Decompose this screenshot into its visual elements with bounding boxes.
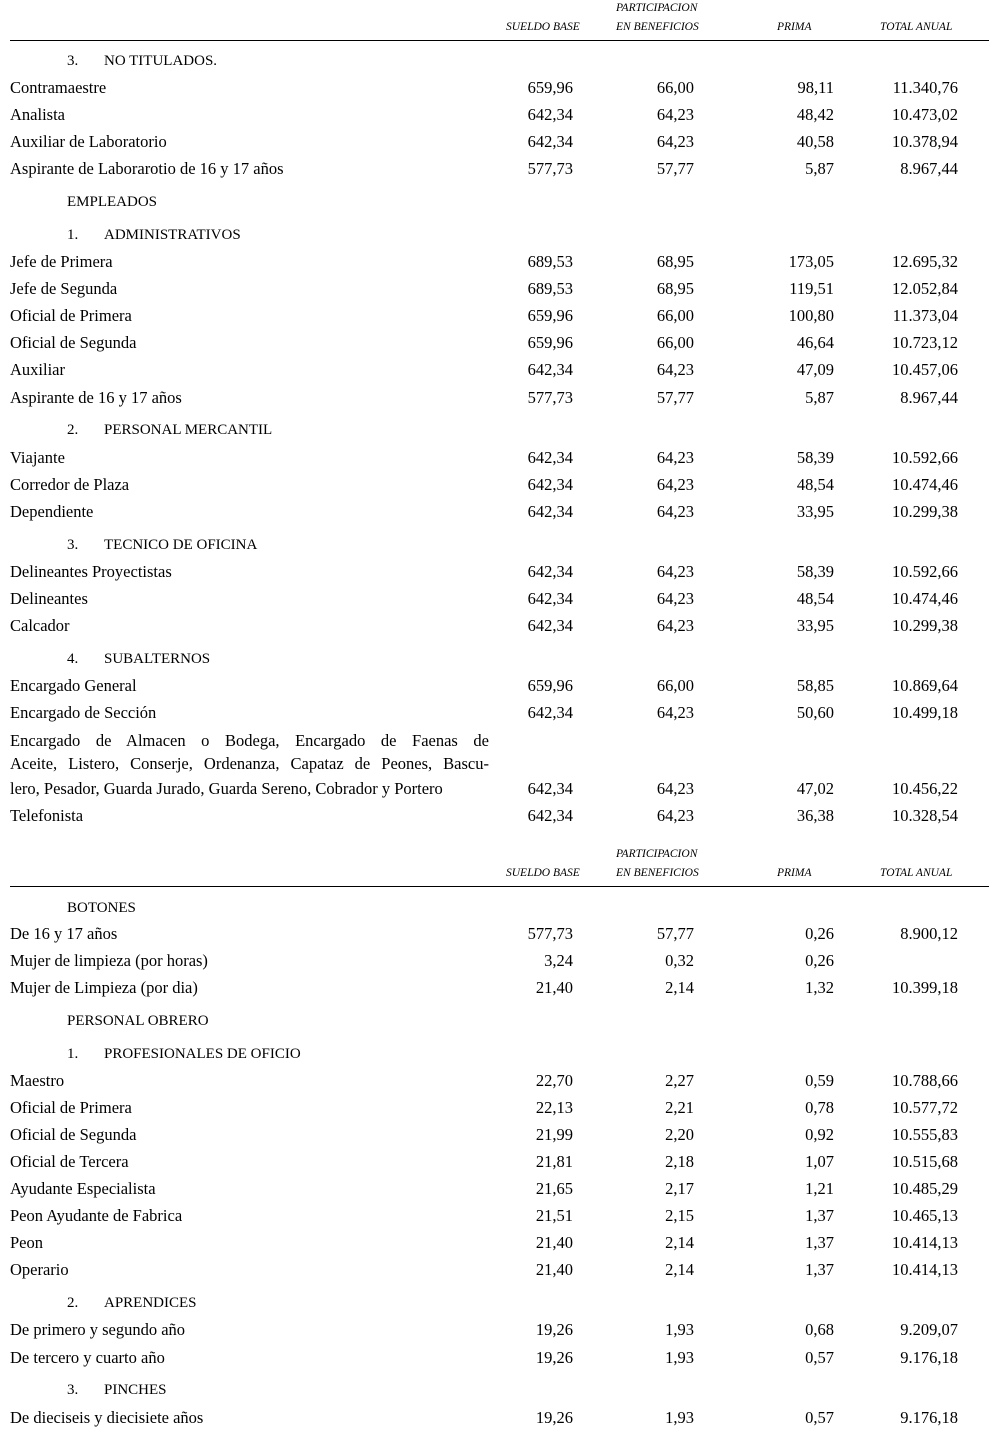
row-label: Oficial de Primera: [10, 306, 132, 325]
sueldo-base-value: 3,24: [544, 951, 573, 970]
table-row: [10, 130, 989, 154]
section-title: TECNICO DE OFICINA: [104, 537, 258, 553]
row-label: Calcador: [10, 616, 70, 635]
participacion-value: 64,23: [656, 779, 694, 798]
table-row: [10, 1150, 989, 1174]
participacion-value: 64,23: [656, 562, 694, 581]
total-anual-value: 8.900,12: [900, 924, 958, 943]
sueldo-base-value: 21,40: [535, 1233, 573, 1252]
prima-value: 1,21: [805, 1179, 834, 1198]
table-row: [10, 446, 989, 470]
total-anual-value: 12.695,32: [892, 252, 958, 271]
participacion-value: 64,23: [656, 806, 694, 825]
table-row: [10, 949, 989, 973]
participacion-value: 64,23: [656, 360, 694, 379]
participacion-value: 0,32: [665, 951, 694, 970]
row-label: Encargado General: [10, 676, 137, 695]
participacion-value: 64,23: [656, 132, 694, 151]
total-anual-value: 11.340,76: [892, 78, 958, 97]
participacion-value: 64,23: [656, 475, 694, 494]
section-number: 1.: [67, 1046, 79, 1062]
section-number: 3.: [67, 53, 79, 69]
table-row: [10, 76, 989, 100]
sueldo-base-value: 642,34: [527, 562, 573, 581]
total-anual-value: 10.299,38: [892, 616, 958, 635]
total-anual-value: 10.414,13: [892, 1233, 958, 1252]
prima-value: 0,57: [805, 1348, 834, 1367]
header-total-anual: TOTAL ANUAL: [880, 867, 953, 879]
prima-value: 47,09: [796, 360, 834, 379]
section-title: BOTONES: [67, 900, 136, 916]
sueldo-base-value: 21,51: [535, 1206, 573, 1225]
total-anual-value: 10.399,18: [892, 978, 958, 997]
participacion-value: 68,95: [656, 279, 694, 298]
participacion-value: 2,17: [665, 1179, 694, 1198]
prima-value: 1,37: [805, 1260, 834, 1279]
table-row: [10, 1069, 989, 1093]
row-label: De tercero y cuarto año: [10, 1348, 165, 1367]
prima-value: 100,80: [788, 306, 834, 325]
prima-value: 48,42: [796, 105, 834, 124]
table-row: [10, 1096, 989, 1120]
table-row: [10, 587, 989, 611]
sueldo-base-value: 19,26: [535, 1348, 573, 1367]
total-anual-value: 10.473,02: [892, 105, 958, 124]
section-title: NO TITULADOS.: [104, 53, 218, 69]
prima-value: 1,32: [805, 978, 834, 997]
participacion-value: 2,15: [665, 1206, 694, 1225]
participacion-value: 1,93: [665, 1408, 694, 1427]
total-anual-value: 10.485,29: [892, 1179, 958, 1198]
table-row: [10, 701, 989, 725]
total-anual-value: 11.373,04: [892, 306, 958, 325]
total-anual-value: 9.176,18: [900, 1348, 958, 1367]
participacion-value: 57,77: [656, 924, 694, 943]
row-label: Analista: [10, 105, 65, 124]
sueldo-base-value: 642,34: [527, 779, 573, 798]
prima-value: 46,64: [796, 333, 834, 352]
participacion-value: 57,77: [656, 159, 694, 178]
total-anual-value: 10.788,66: [892, 1071, 958, 1090]
prima-value: 1,37: [805, 1206, 834, 1225]
prima-value: 0,68: [805, 1320, 834, 1339]
sueldo-base-value: 659,96: [527, 78, 573, 97]
section-title: SUBALTERNOS: [104, 651, 211, 667]
header-sueldo-base: SUELDO BASE: [506, 21, 580, 33]
header-participacion: PARTICIPACION: [616, 848, 698, 860]
total-anual-value: 10.457,06: [892, 360, 958, 379]
table-row: [10, 157, 989, 181]
section-number: 2.: [67, 1295, 79, 1311]
participacion-value: 66,00: [656, 78, 694, 97]
header-total-anual: TOTAL ANUAL: [880, 21, 953, 33]
sueldo-base-value: 19,26: [535, 1320, 573, 1339]
prima-value: 58,85: [796, 676, 834, 695]
row-label: Encargado de Sección: [10, 703, 157, 722]
participacion-value: 2,27: [665, 1071, 694, 1090]
label-line: Aceite, Listero, Conserje, Ordenanza, Capataz de Peones, Bascu-: [10, 754, 489, 773]
total-anual-value: 10.555,83: [892, 1125, 958, 1144]
prima-value: 1,37: [805, 1233, 834, 1252]
participacion-value: 64,23: [656, 448, 694, 467]
row-label: Mujer de Limpieza (por dia): [10, 978, 198, 997]
participacion-value: 2,20: [665, 1125, 694, 1144]
sueldo-base-value: 22,70: [535, 1071, 573, 1090]
sueldo-base-value: 642,34: [527, 448, 573, 467]
section-title: ADMINISTRATIVOS: [104, 227, 241, 243]
table-row: [10, 473, 989, 497]
table-row: [10, 1406, 989, 1430]
row-label: Jefe de Segunda: [10, 279, 118, 298]
participacion-value: 66,00: [656, 333, 694, 352]
sueldo-base-value: 21,65: [535, 1179, 573, 1198]
section-title: PERSONAL OBRERO: [67, 1013, 209, 1029]
row-label: Auxiliar: [10, 360, 65, 379]
prima-value: 5,87: [805, 159, 834, 178]
total-anual-value: 10.378,94: [892, 132, 958, 151]
section-number: 3.: [67, 537, 79, 553]
sueldo-base-value: 21,40: [535, 978, 573, 997]
section-title: PROFESIONALES DE OFICIO: [104, 1046, 301, 1062]
prima-value: 173,05: [788, 252, 834, 271]
table-row: [10, 976, 989, 1000]
row-label: De dieciseis y diecisiete años: [10, 1408, 204, 1427]
section-number: 2.: [67, 422, 79, 438]
prima-value: 48,54: [796, 475, 834, 494]
sueldo-base-value: 577,73: [527, 159, 573, 178]
row-label: Mujer de limpieza (por horas): [10, 951, 208, 970]
prima-value: 58,39: [796, 448, 834, 467]
table-row: [10, 1177, 989, 1201]
participacion-value: 2,21: [665, 1098, 694, 1117]
section-title: APRENDICES: [104, 1295, 197, 1311]
total-anual-value: 10.474,46: [892, 589, 958, 608]
table-row: [10, 922, 989, 946]
participacion-value: 66,00: [656, 306, 694, 325]
sueldo-base-value: 19,26: [535, 1408, 573, 1427]
participacion-value: 1,93: [665, 1320, 694, 1339]
total-anual-value: 10.328,54: [892, 806, 958, 825]
table-row: [10, 1204, 989, 1228]
prima-value: 0,59: [805, 1071, 834, 1090]
table-row: [10, 1318, 989, 1342]
prima-value: 0,78: [805, 1098, 834, 1117]
section-number: 3.: [67, 1382, 79, 1398]
row-label: Jefe de Primera: [10, 252, 113, 271]
participacion-value: 64,23: [656, 589, 694, 608]
column-header-second: [10, 846, 989, 887]
prima-value: 0,92: [805, 1125, 834, 1144]
sueldo-base-value: 689,53: [527, 279, 573, 298]
total-anual-value: 10.474,46: [892, 475, 958, 494]
row-label: Auxiliar de Laboratorio: [10, 132, 167, 151]
sueldo-base-value: 642,34: [527, 360, 573, 379]
total-anual-value: 8.967,44: [900, 388, 958, 407]
participacion-value: 2,14: [665, 1233, 694, 1252]
header-prima: PRIMA: [777, 867, 812, 879]
header-sueldo-base: SUELDO BASE: [506, 867, 580, 879]
sueldo-base-value: 21,81: [535, 1152, 573, 1171]
sueldo-base-value: 659,96: [527, 333, 573, 352]
row-label: Telefonista: [10, 806, 84, 825]
table-row: [10, 614, 989, 638]
participacion-value: 2,14: [665, 978, 694, 997]
total-anual-value: 10.869,64: [892, 676, 958, 695]
total-anual-value: 10.299,38: [892, 502, 958, 521]
sueldo-base-value: 642,34: [527, 589, 573, 608]
prima-value: 5,87: [805, 388, 834, 407]
sueldo-base-value: 642,34: [527, 105, 573, 124]
table-row: [10, 103, 989, 127]
prima-value: 48,54: [796, 589, 834, 608]
total-anual-value: 12.052,84: [892, 279, 958, 298]
section-title: EMPLEADOS: [67, 194, 158, 210]
prima-value: 0,26: [805, 951, 834, 970]
row-label: lero, Pesador, Guarda Jurado, Guarda Sereno, Cobrador y Portero: [10, 779, 443, 798]
section-title: PERSONAL MERCANTIL: [104, 422, 273, 438]
total-anual-value: 10.515,68: [892, 1152, 958, 1171]
label-line: Encargado de Almacen o Bodega, Encargado de Faenas de: [10, 731, 489, 750]
prima-value: 98,11: [797, 78, 834, 97]
sueldo-base-value: 577,73: [527, 388, 573, 407]
row-label: De primero y segundo año: [10, 1320, 186, 1339]
row-label-continued: [10, 729, 489, 775]
row-label: Oficial de Primera: [10, 1098, 132, 1117]
prima-value: 1,07: [805, 1152, 834, 1171]
table-row: [10, 277, 989, 301]
prima-value: 40,58: [796, 132, 834, 151]
header-beneficios: EN BENEFICIOS: [616, 21, 699, 33]
sueldo-base-value: 642,34: [527, 475, 573, 494]
participacion-value: 64,23: [656, 502, 694, 521]
column-header-top: [10, 0, 989, 41]
sueldo-base-value: 659,96: [527, 306, 573, 325]
prima-value: 0,57: [805, 1408, 834, 1427]
section-number: 1.: [67, 227, 79, 243]
sueldo-base-value: 642,34: [527, 806, 573, 825]
total-anual-value: 10.592,66: [892, 448, 958, 467]
row-label: Oficial de Tercera: [10, 1152, 129, 1171]
prima-value: 47,02: [796, 779, 834, 798]
table-row: [10, 1231, 989, 1255]
sueldo-base-value: 659,96: [527, 676, 573, 695]
sueldo-base-value: 21,99: [535, 1125, 573, 1144]
prima-value: 58,39: [796, 562, 834, 581]
total-anual-value: 9.176,18: [900, 1408, 958, 1427]
row-label: Contramaestre: [10, 78, 107, 97]
row-label: Maestro: [10, 1071, 65, 1090]
participacion-value: 1,93: [665, 1348, 694, 1367]
row-label: Delineantes: [10, 589, 88, 608]
row-label: Ayudante Especialista: [10, 1179, 156, 1198]
participacion-value: 2,14: [665, 1260, 694, 1279]
participacion-value: 2,18: [665, 1152, 694, 1171]
prima-value: 36,38: [796, 806, 834, 825]
prima-value: 33,95: [796, 502, 834, 521]
sueldo-base-value: 689,53: [527, 252, 573, 271]
prima-value: 119,51: [789, 279, 834, 298]
table-row: [10, 777, 989, 801]
participacion-value: 57,77: [656, 388, 694, 407]
total-anual-value: 10.465,13: [892, 1206, 958, 1225]
row-label: Oficial de Segunda: [10, 1125, 137, 1144]
row-label: Peon: [10, 1233, 43, 1252]
table-row: [10, 560, 989, 584]
table-row: [10, 804, 989, 828]
table-row: [10, 1123, 989, 1147]
row-label: Aspirante de 16 y 17 años: [10, 388, 182, 407]
row-label: De 16 y 17 años: [10, 924, 118, 943]
sueldo-base-value: 642,34: [527, 132, 573, 151]
sueldo-base-value: 642,34: [527, 502, 573, 521]
row-label: Corredor de Plaza: [10, 475, 130, 494]
row-label: Viajante: [10, 448, 65, 467]
sueldo-base-value: 22,13: [535, 1098, 573, 1117]
sueldo-base-value: 577,73: [527, 924, 573, 943]
participacion-value: 64,23: [656, 703, 694, 722]
table-row: [10, 304, 989, 328]
row-label: Dependiente: [10, 502, 94, 521]
table-row: [10, 500, 989, 524]
table-row: [10, 1346, 989, 1370]
table-row: [10, 674, 989, 698]
header-participacion: PARTICIPACION: [616, 2, 698, 14]
total-anual-value: 10.592,66: [892, 562, 958, 581]
sueldo-base-value: 642,34: [527, 616, 573, 635]
section-title: PINCHES: [104, 1382, 167, 1398]
total-anual-value: 10.723,12: [892, 333, 958, 352]
sueldo-base-value: 21,40: [535, 1260, 573, 1279]
participacion-value: 68,95: [656, 252, 694, 271]
row-label: Operario: [10, 1260, 69, 1279]
total-anual-value: 10.499,18: [892, 703, 958, 722]
prima-value: 33,95: [796, 616, 834, 635]
section-number: 4.: [67, 651, 79, 667]
prima-value: 0,26: [805, 924, 834, 943]
participacion-value: 66,00: [656, 676, 694, 695]
row-label: Aspirante de Laborarotio de 16 y 17 años: [10, 159, 284, 178]
table-row: [10, 250, 989, 274]
sueldo-base-value: 642,34: [527, 703, 573, 722]
total-anual-value: 10.577,72: [892, 1098, 958, 1117]
row-label: Delineantes Proyectistas: [10, 562, 172, 581]
table-row: [10, 1258, 989, 1282]
row-label: Oficial de Segunda: [10, 333, 137, 352]
total-anual-value: 10.456,22: [892, 779, 958, 798]
prima-value: 50,60: [796, 703, 834, 722]
participacion-value: 64,23: [656, 105, 694, 124]
total-anual-value: 8.967,44: [900, 159, 958, 178]
row-label: Peon Ayudante de Fabrica: [10, 1206, 183, 1225]
table-row: [10, 358, 989, 382]
table-row: [10, 331, 989, 355]
total-anual-value: 10.414,13: [892, 1260, 958, 1279]
header-prima: PRIMA: [777, 21, 812, 33]
total-anual-value: 9.209,07: [900, 1320, 958, 1339]
header-beneficios: EN BENEFICIOS: [616, 867, 699, 879]
participacion-value: 64,23: [656, 616, 694, 635]
table-row: [10, 386, 989, 410]
